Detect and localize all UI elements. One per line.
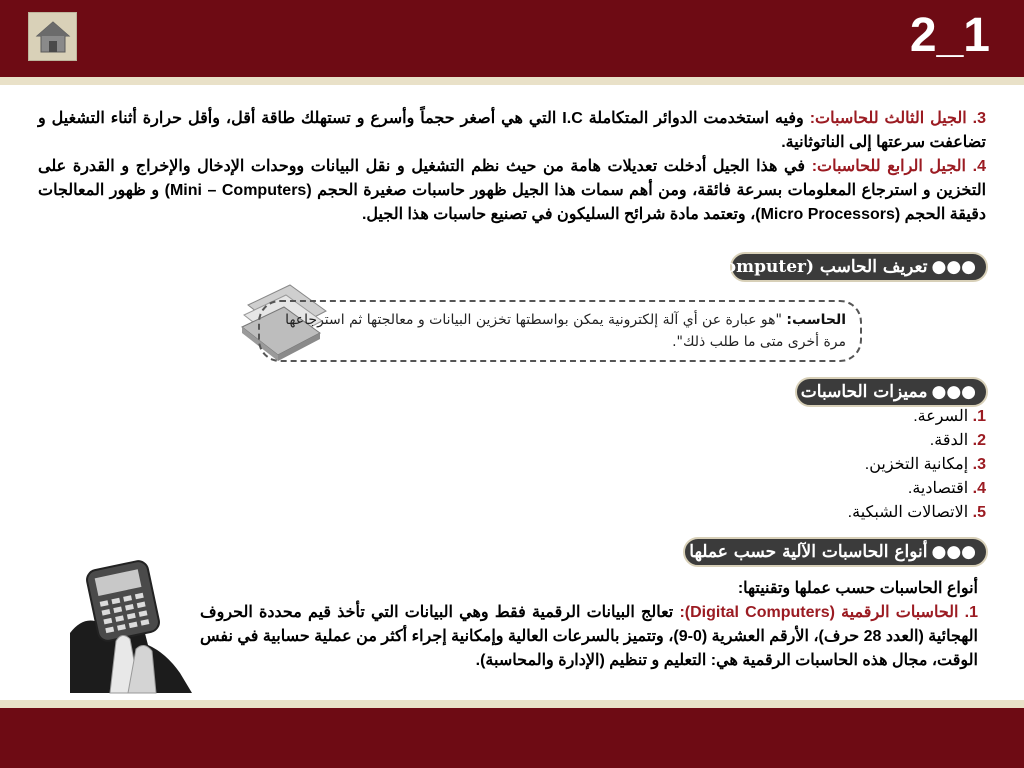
bottom-banner [0, 708, 1024, 768]
definition-term: الحاسب: [786, 312, 846, 328]
list-item: 1. السرعة. [913, 408, 986, 425]
list-item: 4. اقتصادية. [907, 480, 986, 497]
types-item1-num: 1. [958, 604, 979, 621]
paragraph-gen3 [38, 107, 986, 155]
gen3-text: وفيه استخدمت الدوائر المتكاملة I.C التي هي أصغر حجماً وأسرع و تستهلك طاقة أقل، وأقل حرارة أثناء التشغيل و تضاعفت سرعتها إلى الناتوثانية. [38, 110, 986, 151]
home-button[interactable] [28, 12, 77, 61]
gen4-num: 4. [966, 158, 987, 175]
list-item: 5. الاتصالات الشبكية. [847, 504, 986, 521]
gen4-text: في هذا الجيل أدخلت تعديلات هامة من حيث نظم التشغيل و نقل البيانات ووحدات الإدخال والإخراج و القدرة على التخزين و استرجاع المعلومات بسرعة فائقة، ومن أهم سمات هذا الجيل ظهور حاسبات صغيرة الحجم (Mini – Computers) و ظهور المعالجات دقيقة الحجم (Micro Processors)، وتعتمد مادة شرائح السليكون في تصنيع حاسبات هذا الجيل. [38, 158, 987, 223]
home-icon [35, 19, 71, 55]
heading-features-label: مميزات الحاسبات الآلية: [754, 382, 928, 402]
heading-definition: ●●●تعريف الحاسب (Computer): [730, 252, 988, 282]
bottom-stripe [0, 700, 1024, 708]
heading-features: ●●●مميزات الحاسبات الآلية: [795, 377, 988, 407]
definition-text: "هو عبارة عن أي آلة إلكترونية يمكن بواسطتها تخزين البيانات و معالجتها ثم استرجاعها مرة أخرى متى ما طلب ذلك". [285, 312, 846, 350]
paragraph-gen4 [38, 155, 986, 227]
list-item: 3. إمكانية التخزين. [864, 456, 986, 473]
features-list [848, 405, 986, 525]
heading-types-label: أنواع الحاسبات الآلية حسب عملها وتقنيتها: [627, 542, 928, 562]
types-intro: أنواع الحاسبات حسب عملها وتقنيتها: [737, 580, 978, 597]
types-item1-title: الحاسبات الرقمية (Digital Computers): [679, 604, 959, 621]
top-stripe [0, 77, 1024, 85]
gen3-num: 3. [966, 110, 987, 127]
types-item1-text: تعالج البيانات الرقمية فقط وهي البيانات التي تأخذ قيم محددة الحروف الهجائية (العدد 28 حرف)، الأرقم العشرية (0-9)، وتتميز بالسرعات العالية وإمكانية إجراء أكثر من عملية حسابية في نفس الوقت، مجال هذه الحاسبات الرقمية هي: التعليم و تنظيم (الإدارة والمحاسبة). [200, 604, 978, 669]
heading-types: ●●●أنواع الحاسبات الآلية حسب عملها وتقنيتها: [683, 537, 988, 567]
heading-definition-label: تعريف الحاسب (Computer): [696, 257, 928, 277]
types-item-1 [200, 601, 978, 673]
gen3-title: الجيل الثالث للحاسبات: [809, 110, 967, 127]
calculator-hand-image [70, 553, 192, 693]
list-item: 2. الدقة. [929, 432, 986, 449]
slide-number: 2_1 [909, 9, 990, 62]
top-banner [0, 0, 1024, 77]
gen4-title: الجيل الرابع للحاسبات: [811, 158, 967, 175]
definition-box [258, 300, 862, 362]
